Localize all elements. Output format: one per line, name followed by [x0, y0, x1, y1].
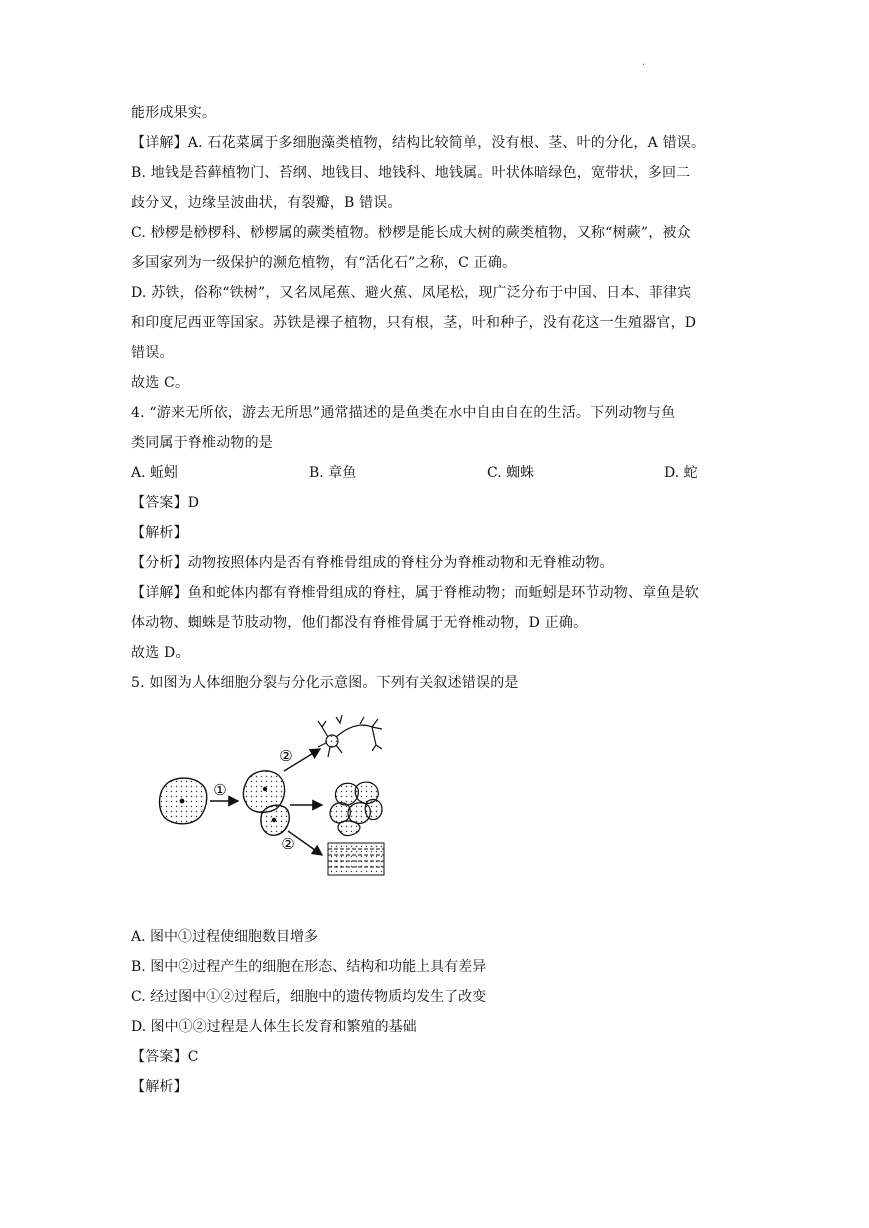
text-line: 能形成果实。 [131, 105, 217, 121]
q5-option-d: D. 图中①②过程是人体生长发育和繁殖的基础 [131, 1019, 417, 1035]
q5-option-c: C. 经过图中①②过程后，细胞中的遗传物质均发生了改变 [131, 989, 487, 1005]
q4-option-b: B. 章鱼 [309, 465, 357, 481]
text-line: 【分析】动物按照体内是否有脊椎骨组成的脊柱分为脊椎动物和无脊椎动物。 [131, 555, 614, 571]
text-line: 【详解】A. 石花菜属于多细胞藻类植物，结构比较简单，没有根、茎、叶的分化，A 错误。 [131, 135, 706, 151]
q4-option-c: C. 蜘蛛 [487, 465, 535, 481]
text-line: 错误。 [131, 345, 174, 361]
process-2-label-top: ② [279, 747, 293, 765]
q5-option-b: B. 图中②过程产生的细胞在形态、结构和功能上具有差异 [131, 959, 487, 975]
analysis-heading: 【解析】 [131, 525, 188, 541]
question-5-stem: 5. 如图为人体细胞分裂与分化示意图。下列有关叙述错误的是 [131, 675, 519, 691]
text-line: 歧分叉，边缘呈波曲状，有裂瓣，B 错误。 [131, 195, 402, 211]
question-4-stem: 类同属于脊椎动物的是 [131, 435, 273, 451]
text-line: B. 地钱是苔藓植物门、苔纲、地钱目、地钱科、地钱属。叶状体暗绿色，宽带状，多回二 [131, 165, 691, 181]
text-line: C. 桫椤是桫椤科、桫椤属的蕨类植物。桫椤是能长成大树的蕨类植物，又称“树蕨”，被众 [131, 225, 691, 241]
process-1-label: ① [213, 781, 227, 799]
text-line: 故选 D。 [131, 645, 190, 661]
answer-line: 【答案】D [131, 495, 200, 511]
text-line: 和印度尼西亚等国家。苏铁是裸子植物，只有根，茎，叶和种子，没有花这一生殖器官，D [131, 315, 697, 331]
nerve-cell [318, 715, 382, 757]
process-2-label-bottom: ② [281, 835, 295, 853]
q4-option-d: D. 蛇 [664, 465, 698, 481]
text-line: 故选 C。 [131, 375, 190, 391]
cell-diagram [150, 705, 390, 885]
answer-line: 【答案】C [131, 1049, 199, 1065]
text-line: D. 苏铁，俗称“铁树”，又名凤尾蕉、避火蕉、凤尾松，现广泛分布于中国、日本、菲律宾 [131, 285, 692, 301]
analysis-heading: 【解析】 [131, 1079, 188, 1095]
page-mark: . [642, 57, 646, 68]
text-line: 【详解】鱼和蛇体内都有脊椎骨组成的脊柱，属于脊椎动物；而蚯蚓是环节动物、章鱼是软 [131, 585, 699, 601]
text-line: 体动物、蜘蛛是节肢动物，他们都没有脊椎骨属于无脊椎动物，D 正确。 [131, 615, 588, 631]
q5-option-a: A. 图中①过程使细胞数目增多 [131, 929, 319, 945]
epithelial-cells [330, 782, 382, 835]
q4-option-a: A. 蚯蚓 [131, 465, 179, 481]
question-4-stem: 4. “游来无所依，游去无所思”通常描述的是鱼类在水中自由自在的生活。下列动物与鱼 [131, 405, 676, 421]
text-line: 多国家列为一级保护的濒危植物，有“活化石”之称，C 正确。 [131, 255, 517, 271]
muscle-tissue [328, 843, 384, 875]
